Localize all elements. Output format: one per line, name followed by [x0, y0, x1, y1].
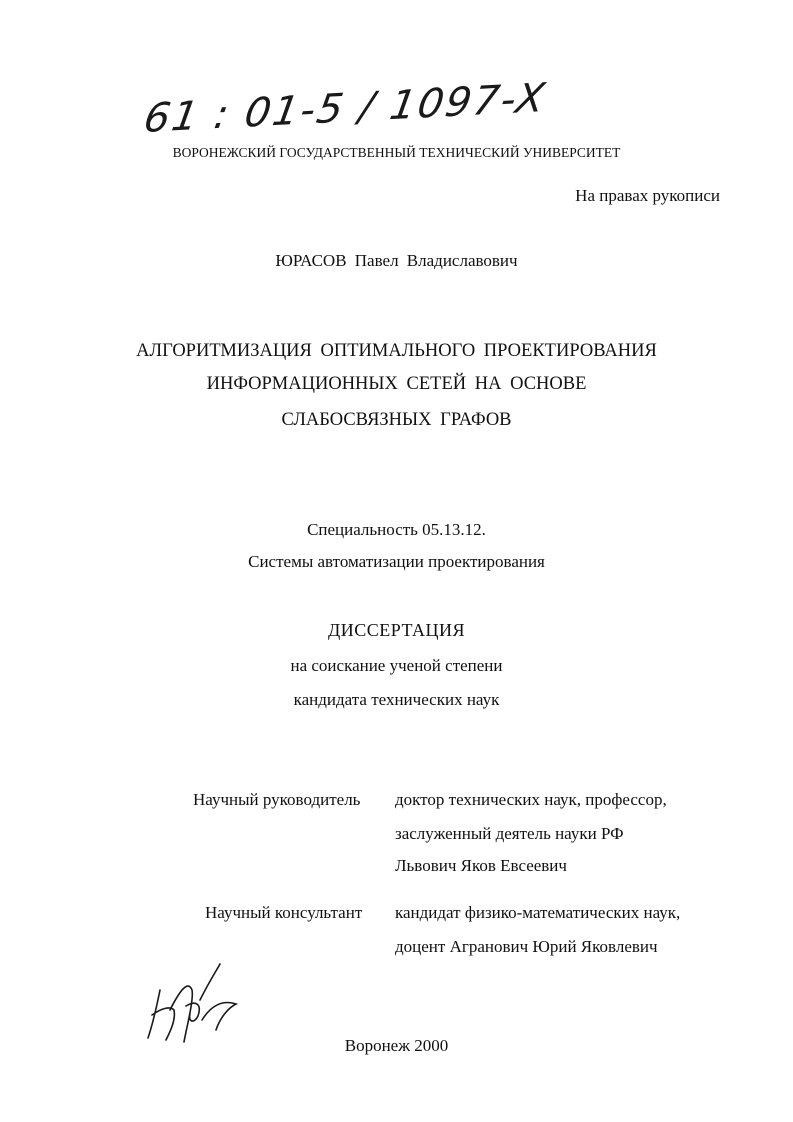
author-name: ЮРАСОВ Павел Владиславович: [275, 251, 518, 270]
consultant-label: Научный консультант: [205, 903, 363, 922]
specialty-code: Специальность 05.13.12.: [307, 520, 486, 539]
title-line-2: ИНФОРМАЦИОННЫХ СЕТЕЙ НА ОСНОВЕ: [206, 374, 587, 394]
degree-line-1: на соискание ученой степени: [290, 656, 503, 675]
supervisor-line-2: заслуженный деятель науки РФ: [395, 824, 624, 843]
university-name: ВОРОНЕЖСКИЙ ГОСУДАРСТВЕННЫЙ ТЕХНИЧЕСКИЙ УНИВЕРСИТЕТ: [172, 145, 621, 160]
supervisor-label: Научный руководитель: [193, 790, 361, 809]
city-year: Воронеж 2000: [344, 1036, 449, 1055]
manuscript-rights-note: На правах рукописи: [575, 186, 720, 205]
supervisor-line-1: доктор технических наук, профессор,: [395, 790, 667, 809]
title-line-1: АЛГОРИТМИЗАЦИЯ ОПТИМАЛЬНОГО ПРОЕКТИРОВАНИЯ: [136, 341, 657, 361]
handwritten-catalog-code: 61 : 01-5 / 1097-X: [140, 75, 550, 142]
work-type-heading: ДИССЕРТАЦИЯ: [327, 620, 466, 640]
title-line-3: СЛАБОСВЯЗНЫХ ГРАФОВ: [281, 410, 512, 430]
specialty-name: Системы автоматизации проектирования: [248, 552, 545, 571]
degree-line-2: кандидата технических наук: [293, 690, 500, 709]
consultant-line-2: доцент Агранович Юрий Яковлевич: [395, 937, 658, 956]
supervisor-line-3: Львович Яков Евсеевич: [395, 856, 567, 875]
consultant-line-1: кандидат физико-математических наук,: [395, 903, 681, 922]
